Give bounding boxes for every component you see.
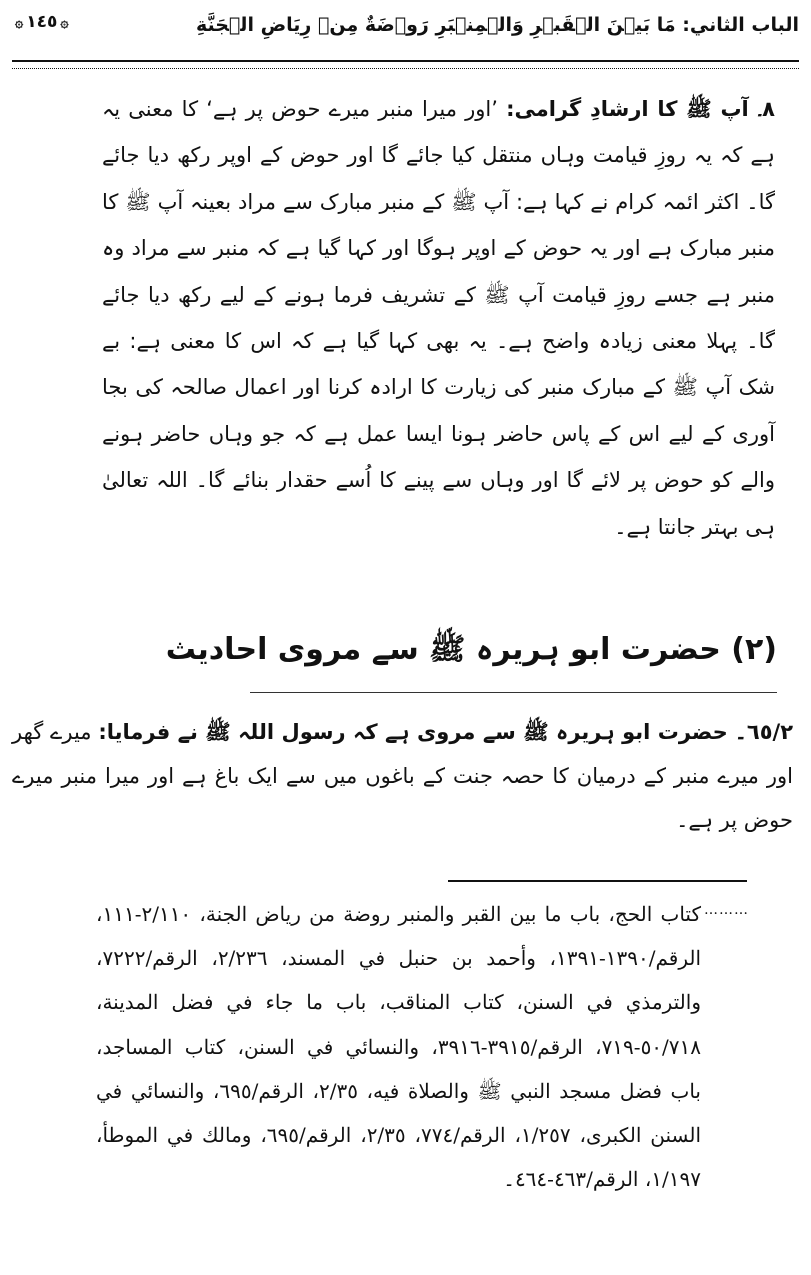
hadith-number: ٦٥/٢۔ <box>734 720 794 744</box>
ornament-icon: ۞ <box>15 15 24 31</box>
hadith-text: میرے گھر اور میرے منبر کے درمیان کا حصہ جنت کے باغوں میں سے ایک باغ ہے اور میرا منبر میرے حوض پر ہے۔ <box>12 720 793 832</box>
hadith-paragraph <box>12 710 793 842</box>
footnote-text: كتاب الحج، باب ما بين القبر والمنبر روضة من رياض الجنة، ٢/١١٠-١١١، الرقم/١٣٩٠-١٣٩١، وأحمد بن حنبل في المسند، ٢/٢٣٦، الرقم/٧٢٢٢، والترمذي في السنن، كتاب المناقب، باب ما جاء في فضل المدينة، ٥٠/٧١٨-٧١٩، الرقم/٣٩١٥-٣٩١٦، والنسائي في السنن، كتاب المساجد، باب فضل مسجد النبي ﷺ والصلاة فيه، ٢/٣٥، الرقم/٦٩٥، والنسائي في السنن الكبرى، ١/٢٥٧، الرقم/٧٧٤، ٢/٣٥، الرقم/٦٩٥، ومالك في الموطأ، ١/١٩٧، الرقم/٤٦٣-٤٦٤۔ <box>96 902 702 1192</box>
footnote-rule <box>448 880 747 882</box>
page-number: ١٤٥ <box>26 12 58 32</box>
header-rule <box>12 60 799 69</box>
commentary-paragraph <box>102 86 775 550</box>
paragraph-text: ’اور میرا منبر میرے حوض پر ہے‘ کا معنی یہ ہے کہ یہ روزِ قیامت وہاں منتقل کیا جائے گا اور حوض کے اوپر رکھ دیا جائے گا۔ اکثر ائمہ کرام نے کہا ہے: آپ ﷺ کے منبر مبارک سے مراد بعینہ آپ ﷺ کا منبر مبارک ہے اور یہ حوض کے اوپر ہوگا اور کہا گیا ہے کہ منبر سے مراد وہ منبر ہے جسے روزِ قیامت آپ ﷺ کے تشریف فرما ہونے کے لیے رکھ دیا جائے گا۔ پہلا معنی زیادہ واضح ہے۔ یہ بھی کہا گیا ہے کہ اس کا معنی ہے: بے شک آپ ﷺ کے مبارک منبر کی زیارت کا ارادہ کرنا اور اعمال صالحہ کی بجا آوری کے لیے اس کے پاس حاضر ہونا ایسا عمل ہے کہ جو وہاں حاضر ہونے والے کو حوض پر لائے گا اور وہاں سے پینے کا اُسے حقدار بنائے گا۔ اللہ تعالیٰ ہی بہتر جانتا ہے۔ <box>102 97 775 539</box>
running-title: الباب الثاني: مَا بَيۡنَ الۡقَبۡرِ وَالۡمِنۡبَرِ رَوۡضَةٌ مِنۡ رِيَاضِ الۡجَنَّةِ <box>195 14 799 36</box>
page-header <box>12 6 799 58</box>
page-number-box <box>12 12 72 32</box>
paragraph-lead: ٨۔ آپ ﷺ کا ارشادِ گرامی: <box>506 97 775 121</box>
hadith-narration: حضرت ابو ہریرہ ﷺ سے مروی ہے کہ رسول اللہ ﷺ نے فرمایا: <box>98 720 728 744</box>
ornament-icon: ۞ <box>60 15 69 31</box>
section-heading: (٢) حضرت ابو ہریرہ ﷺ سے مروی احادیث <box>165 632 777 667</box>
section-rule <box>250 692 777 693</box>
footnote-marker: ……… <box>704 902 749 918</box>
